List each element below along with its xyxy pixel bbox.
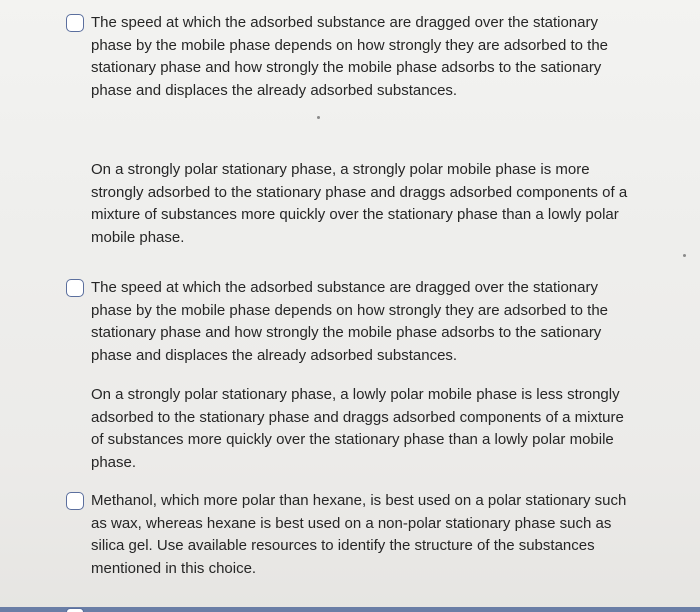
dust-speck xyxy=(317,116,320,119)
option-2-paragraph-2: On a strongly polar stationary phase, a lowly polar mobile phase is less strongly adsorbed to the stationary phase and draggs adsorbed components of a mixture of substances more quickly over the stationary phase than a lowly polar mobile phase. xyxy=(91,386,624,471)
answer-option-1[interactable] xyxy=(66,12,656,249)
option-2-checkbox[interactable] xyxy=(66,279,84,297)
dust-speck xyxy=(683,254,686,257)
next-option-checkbox-partial[interactable] xyxy=(66,608,84,612)
option-1-paragraph-2: On a strongly polar stationary phase, a strongly polar mobile phase is more strongly adsorbed to the stationary phase and draggs adsorbed components of a mixture of substances more quickly over the stationary phase than a lowly polar mobile phase. xyxy=(91,161,628,246)
option-1-paragraph-1: The speed at which the adsorbed substance are dragged over the stationary phase by the mobile phase depends on how strongly they are adsorbed to the stationary phase and how strongly the mobile phase adsorbs to the sationary phase and displaces the already adsorbed substances. xyxy=(91,14,609,99)
bottom-edge-bar xyxy=(0,607,700,612)
option-3-checkbox[interactable] xyxy=(66,492,84,510)
answer-option-2[interactable] xyxy=(66,277,656,474)
option-2-paragraph-1: The speed at which the adsorbed substance are dragged over the stationary phase by the mobile phase depends on how strongly they are adsorbed to the stationary phase and how strongly the mobile phase adsorbs to the sationary phase and displaces the already adsorbed substances. xyxy=(91,279,609,364)
option-3-paragraph-1: Methanol, which more polar than hexane, is best used on a polar stationary such as wax, whereas hexane is best used on a non-polar stationary phase such as silica gel. Use available resources to identify the structure of the substances mentioned in this choice. xyxy=(91,492,627,577)
option-1-checkbox[interactable] xyxy=(66,14,84,32)
answer-option-3[interactable] xyxy=(66,490,656,580)
